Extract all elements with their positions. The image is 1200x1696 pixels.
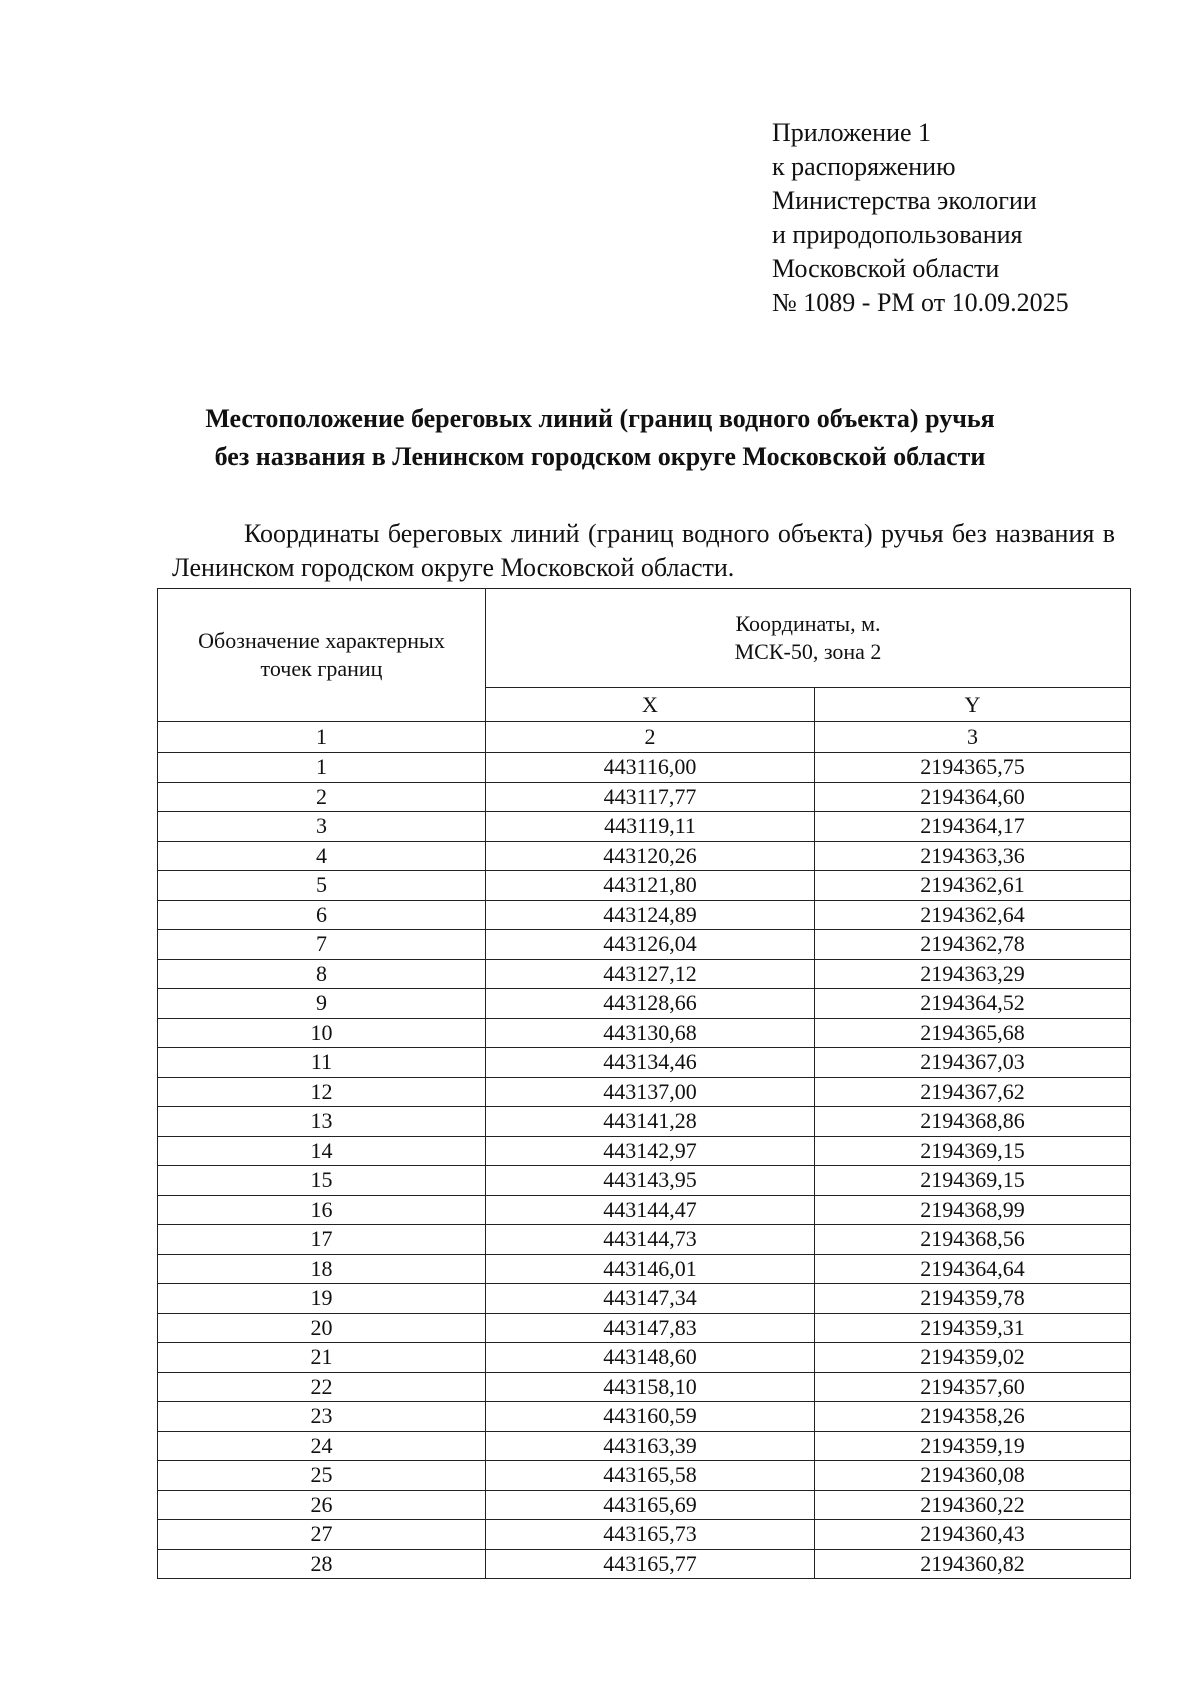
point-cell: 19 (158, 1284, 486, 1314)
point-cell: 7 (158, 930, 486, 960)
table-row (158, 753, 1131, 783)
table-row (158, 1254, 1131, 1284)
column-number: 3 (815, 722, 1131, 753)
x-coordinate-cell: 443119,11 (486, 812, 815, 842)
table-row (158, 1077, 1131, 1107)
y-coordinate-cell: 2194360,22 (815, 1490, 1131, 1520)
title-line: без названия в Ленинском городском округе Московской области (214, 442, 986, 471)
x-coordinate-cell: 443142,97 (486, 1136, 815, 1166)
x-coordinate-cell: 443147,83 (486, 1313, 815, 1343)
appendix-line: к распоряжению (772, 152, 956, 181)
y-coordinate-cell: 2194359,02 (815, 1343, 1131, 1373)
table-row (158, 1431, 1131, 1461)
x-coordinate-cell: 443160,59 (486, 1402, 815, 1432)
point-cell: 1 (158, 753, 486, 783)
table-row (158, 871, 1131, 901)
point-cell: 15 (158, 1166, 486, 1196)
table-row (158, 1195, 1131, 1225)
y-coordinate-cell: 2194363,29 (815, 959, 1131, 989)
title-line: Местоположение береговых линий (границ водного объекта) ручья (205, 404, 995, 433)
point-cell: 28 (158, 1549, 486, 1579)
x-coordinate-cell: 443120,26 (486, 841, 815, 871)
table-row (158, 1136, 1131, 1166)
y-coordinate-cell: 2194359,78 (815, 1284, 1131, 1314)
y-coordinate-cell: 2194365,75 (815, 753, 1131, 783)
y-coordinate-cell: 2194364,52 (815, 989, 1131, 1019)
x-coordinate-cell: 443147,34 (486, 1284, 815, 1314)
y-coordinate-cell: 2194359,31 (815, 1313, 1131, 1343)
coordinates-table (157, 588, 1131, 1579)
point-cell: 24 (158, 1431, 486, 1461)
y-coordinate-cell: 2194369,15 (815, 1166, 1131, 1196)
table-row (158, 812, 1131, 842)
point-cell: 8 (158, 959, 486, 989)
y-header: Y (815, 688, 1131, 722)
column-number: 1 (158, 722, 486, 753)
y-coordinate-cell: 2194362,78 (815, 930, 1131, 960)
point-cell: 2 (158, 782, 486, 812)
y-coordinate-cell: 2194360,43 (815, 1520, 1131, 1550)
x-coordinate-cell: 443165,73 (486, 1520, 815, 1550)
x-coordinate-cell: 443144,47 (486, 1195, 815, 1225)
table-row (158, 1549, 1131, 1579)
table-row (158, 841, 1131, 871)
document-title (0, 400, 1200, 476)
y-coordinate-cell: 2194360,08 (815, 1461, 1131, 1491)
table-row (158, 989, 1131, 1019)
point-cell: 23 (158, 1402, 486, 1432)
point-cell: 13 (158, 1107, 486, 1137)
y-coordinate-cell: 2194362,64 (815, 900, 1131, 930)
x-header: X (486, 688, 815, 722)
y-coordinate-cell: 2194360,82 (815, 1549, 1131, 1579)
y-coordinate-cell: 2194363,36 (815, 841, 1131, 871)
y-coordinate-cell: 2194367,62 (815, 1077, 1131, 1107)
appendix-line: Московской области (772, 254, 1000, 283)
y-coordinate-cell: 2194367,03 (815, 1048, 1131, 1078)
coordinates-header (486, 589, 1131, 688)
table-row (158, 1520, 1131, 1550)
appendix-line: и природопользования (772, 220, 1023, 249)
table-row (158, 1225, 1131, 1255)
y-coordinate-cell: 2194365,68 (815, 1018, 1131, 1048)
y-coordinate-cell: 2194358,26 (815, 1402, 1131, 1432)
column-number: 2 (486, 722, 815, 753)
appendix-line: Приложение 1 (772, 118, 932, 147)
table-row (158, 782, 1131, 812)
point-cell: 16 (158, 1195, 486, 1225)
point-cell: 6 (158, 900, 486, 930)
point-cell: 18 (158, 1254, 486, 1284)
y-coordinate-cell: 2194368,86 (815, 1107, 1131, 1137)
x-coordinate-cell: 443165,69 (486, 1490, 815, 1520)
intro-text: Координаты береговых линий (границ водного объекта) ручья без названия в Ленинском городском округе Московской области. (172, 519, 1115, 582)
appendix-line: Министерства экологии (772, 186, 1037, 215)
x-coordinate-cell: 443163,39 (486, 1431, 815, 1461)
point-cell: 12 (158, 1077, 486, 1107)
x-coordinate-cell: 443165,58 (486, 1461, 815, 1491)
table-row (158, 1166, 1131, 1196)
x-coordinate-cell: 443165,77 (486, 1549, 815, 1579)
point-cell: 26 (158, 1490, 486, 1520)
point-cell: 11 (158, 1048, 486, 1078)
x-coordinate-cell: 443116,00 (486, 753, 815, 783)
y-coordinate-cell: 2194359,19 (815, 1431, 1131, 1461)
x-coordinate-cell: 443134,46 (486, 1048, 815, 1078)
header-line: Координаты, м. (735, 611, 881, 636)
point-cell: 3 (158, 812, 486, 842)
x-coordinate-cell: 443144,73 (486, 1225, 815, 1255)
point-cell: 9 (158, 989, 486, 1019)
table-row (158, 1490, 1131, 1520)
table-row (158, 1284, 1131, 1314)
table-row (158, 1402, 1131, 1432)
x-coordinate-cell: 443124,89 (486, 900, 815, 930)
x-coordinate-cell: 443128,66 (486, 989, 815, 1019)
table-row (158, 900, 1131, 930)
point-cell: 4 (158, 841, 486, 871)
x-coordinate-cell: 443146,01 (486, 1254, 815, 1284)
point-cell: 10 (158, 1018, 486, 1048)
point-cell: 21 (158, 1343, 486, 1373)
y-coordinate-cell: 2194364,17 (815, 812, 1131, 842)
appendix-block (772, 116, 1069, 320)
y-coordinate-cell: 2194368,99 (815, 1195, 1131, 1225)
point-cell: 14 (158, 1136, 486, 1166)
x-coordinate-cell: 443148,60 (486, 1343, 815, 1373)
y-coordinate-cell: 2194357,60 (815, 1372, 1131, 1402)
header-line: Обозначение характерных (198, 628, 445, 653)
x-coordinate-cell: 443126,04 (486, 930, 815, 960)
y-coordinate-cell: 2194369,15 (815, 1136, 1131, 1166)
table-row (158, 1313, 1131, 1343)
table-row (158, 1107, 1131, 1137)
table-row (158, 1018, 1131, 1048)
point-cell: 17 (158, 1225, 486, 1255)
table-row (158, 1461, 1131, 1491)
y-coordinate-cell: 2194368,56 (815, 1225, 1131, 1255)
x-coordinate-cell: 443137,00 (486, 1077, 815, 1107)
intro-paragraph (172, 517, 1115, 585)
x-coordinate-cell: 443121,80 (486, 871, 815, 901)
appendix-line: № 1089 - РМ от 10.09.2025 (772, 288, 1069, 317)
x-coordinate-cell: 443141,28 (486, 1107, 815, 1137)
y-coordinate-cell: 2194364,64 (815, 1254, 1131, 1284)
table-row (158, 959, 1131, 989)
x-coordinate-cell: 443130,68 (486, 1018, 815, 1048)
header-line: МСК-50, зона 2 (734, 639, 882, 664)
point-designation-header (158, 589, 486, 722)
table-row (158, 1048, 1131, 1078)
x-coordinate-cell: 443127,12 (486, 959, 815, 989)
y-coordinate-cell: 2194362,61 (815, 871, 1131, 901)
point-cell: 20 (158, 1313, 486, 1343)
x-coordinate-cell: 443143,95 (486, 1166, 815, 1196)
y-coordinate-cell: 2194364,60 (815, 782, 1131, 812)
x-coordinate-cell: 443158,10 (486, 1372, 815, 1402)
point-cell: 27 (158, 1520, 486, 1550)
x-coordinate-cell: 443117,77 (486, 782, 815, 812)
table-row (158, 930, 1131, 960)
table-row (158, 1343, 1131, 1373)
header-line: точек границ (260, 656, 383, 681)
point-cell: 5 (158, 871, 486, 901)
point-cell: 22 (158, 1372, 486, 1402)
point-cell: 25 (158, 1461, 486, 1491)
coordinates-table-body (158, 753, 1131, 1579)
table-row (158, 1372, 1131, 1402)
